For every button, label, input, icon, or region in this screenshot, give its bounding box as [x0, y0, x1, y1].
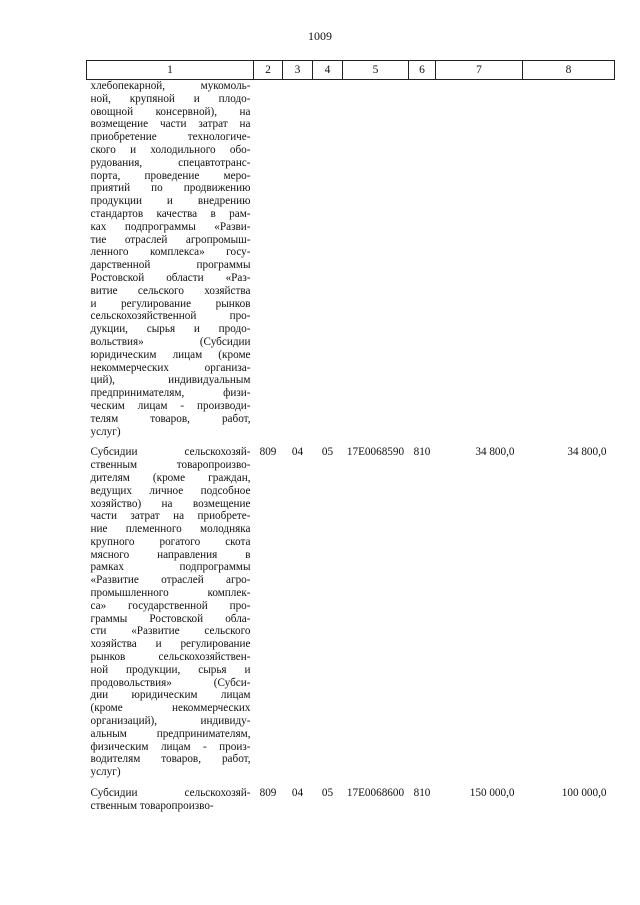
description-line: сельскохозяйственной про-	[90, 310, 251, 323]
description-line: и регулирование рынков	[90, 297, 251, 310]
code-subsection: 05	[321, 446, 334, 459]
row-description	[87, 779, 254, 813]
code-ved	[254, 80, 283, 439]
page-number: 1009	[308, 29, 332, 43]
header-row	[87, 61, 615, 80]
description-line: крупного рогатого скота	[90, 535, 251, 548]
description-line: дарственной программы	[90, 259, 251, 272]
column-header: 6	[409, 61, 436, 80]
code-target: 17Е0068590	[346, 446, 405, 459]
description-line: мясного направления в	[90, 548, 251, 561]
description-line: некоммерческих организа-	[90, 361, 251, 374]
description-line: ной, крупяной и плодо-	[90, 92, 251, 105]
description-line: Субсидии сельскохозяй-	[90, 787, 251, 800]
description-line: ского и холодильного обо-	[90, 143, 251, 156]
description-line: Ростовской области «Раз-	[90, 271, 251, 284]
column-header: 8	[523, 61, 615, 80]
description-line: водителям товаров, работ,	[90, 753, 251, 766]
description-line: альным предпринимателям,	[90, 727, 251, 740]
description-line: хозяйства и регулирование	[90, 638, 251, 651]
description-line: дии юридическим лицам	[90, 689, 251, 702]
description-line: тие отраслей агропромыш-	[90, 233, 251, 246]
code-ved: 809	[259, 446, 277, 459]
description-line: продовольствия» (Субси-	[90, 676, 251, 689]
description-line: рудования, спецавтотранс-	[90, 156, 251, 169]
description-line: приятий по продвижению	[90, 182, 251, 195]
description-line: рамках подпрограммы	[90, 561, 251, 574]
description-line: Субсидии сельскохозяй-	[90, 446, 251, 459]
amount-a: 34 800,0	[475, 446, 515, 459]
row-description	[87, 438, 254, 779]
amount-b: 100 000,0	[561, 787, 607, 800]
description-line: (кроме некоммерческих	[90, 702, 251, 715]
budget-table	[86, 60, 615, 813]
column-header: 5	[343, 61, 409, 80]
description-line: граммы Ростовской обла-	[90, 612, 251, 625]
code-target: 17Е0068600	[346, 787, 405, 800]
description-line: дукции, сырья и продо-	[90, 323, 251, 336]
column-header: 7	[436, 61, 523, 80]
column-header: 2	[254, 61, 283, 80]
code-type: 810	[413, 446, 431, 459]
description-line: дителям (кроме граждан,	[90, 471, 251, 484]
amount-a: 150 000,0	[469, 787, 515, 800]
description-line: ленного комплекса» госу-	[90, 246, 251, 259]
description-line: предпринимателям, физи-	[90, 387, 251, 400]
description-line: ках подпрограммы «Разви-	[90, 220, 251, 233]
description-line: ведущих личное подсобное	[90, 484, 251, 497]
column-header: 3	[283, 61, 313, 80]
description-line: ческим лицам - производи-	[90, 399, 251, 412]
code-subsection	[313, 80, 343, 439]
description-line: ственным товаропроизво-	[90, 459, 251, 472]
column-header: 4	[313, 61, 343, 80]
description-line: части затрат на приобрете-	[90, 510, 251, 523]
table-row	[87, 779, 615, 813]
table-row	[87, 438, 615, 779]
description-line: хлебопекарной, мукомоль-	[90, 80, 251, 92]
description-line: юридическим лицам (кроме	[90, 348, 251, 361]
description-line: сти «Развитие сельского	[90, 625, 251, 638]
table-row	[87, 80, 615, 439]
description-line: организаций), индивиду-	[90, 715, 251, 728]
amount-b	[523, 80, 615, 439]
code-ved: 809	[259, 787, 277, 800]
description-line: физическим лицам - произ-	[90, 740, 251, 753]
code-section	[283, 80, 313, 439]
description-line: услуг)	[90, 766, 121, 779]
description-line: ной продукции, сырья и	[90, 663, 251, 676]
code-section: 04	[291, 787, 304, 800]
row-description	[87, 80, 254, 439]
description-line: са» государственной про-	[90, 599, 251, 612]
code-target	[343, 80, 409, 439]
description-line: ственным товаропроизво-	[90, 799, 214, 812]
description-line: телям товаров, работ,	[90, 412, 251, 425]
code-section: 04	[291, 446, 304, 459]
amount-a	[436, 80, 523, 439]
description-line: хозяйство) на возмещение	[90, 497, 251, 510]
description-line: рынков сельскохозяйствен-	[90, 651, 251, 664]
description-line: стандартов качества в рам-	[90, 207, 251, 220]
description-line: вольствия» (Субсидии	[90, 335, 251, 348]
column-header: 1	[87, 61, 254, 80]
description-line: возмещение части затрат на	[90, 118, 251, 131]
description-line: продукции и внедрению	[90, 195, 251, 208]
code-type	[409, 80, 436, 439]
description-line: приобретение технологиче-	[90, 131, 251, 144]
amount-b: 34 800,0	[567, 446, 607, 459]
description-line: витие сельского хозяйства	[90, 284, 251, 297]
description-line: ние племенного молодняка	[90, 523, 251, 536]
description-line: промышленного комплек-	[90, 587, 251, 600]
description-line: порта, проведение меро-	[90, 169, 251, 182]
description-line: ций), индивидуальным	[90, 374, 251, 387]
description-line: «Развитие отраслей агро-	[90, 574, 251, 587]
code-type: 810	[413, 787, 431, 800]
code-subsection: 05	[321, 787, 334, 800]
description-line: овощной консервной), на	[90, 105, 251, 118]
description-line: услуг)	[90, 425, 121, 438]
